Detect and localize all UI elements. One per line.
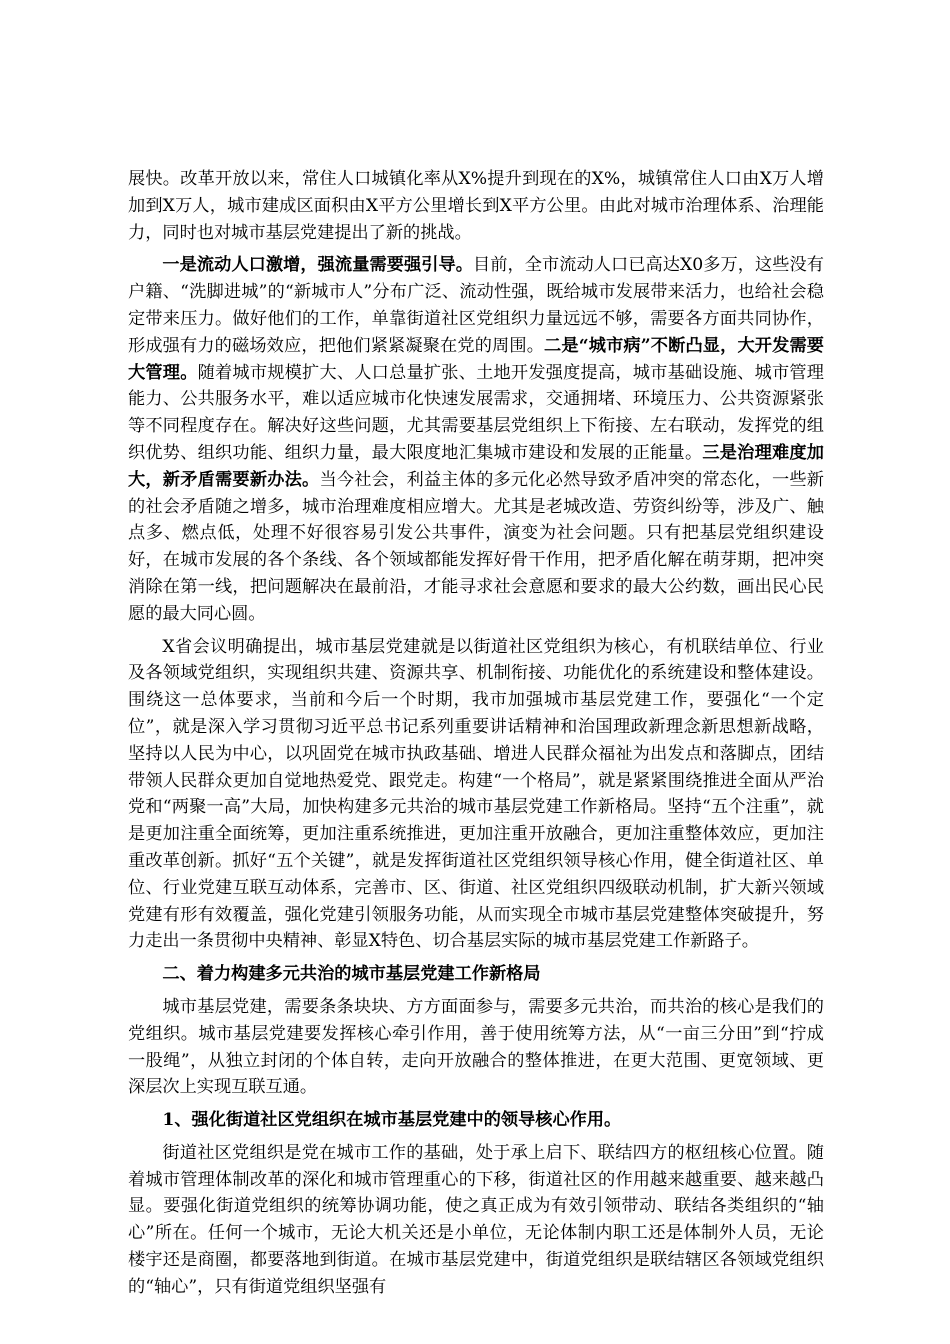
- paragraph-intro-continuation: 展快。改革开放以来，常住人口城镇化率从X%提升到现在的X%，城镇常住人口由X万人增加到X万人，城市建成区面积由X平方公里增长到X平方公里。由此对城市治理体系、治理能力，同时也对城市基层党建提出了新的挑战。: [128, 169, 824, 243]
- paragraph-multi-governance: 城市基层党建，需要条条块块、方方面面参与，需要多元共治，而共治的核心是我们的党组织。城市基层党建要发挥核心牵引作用，善于使用统筹方法，从“一亩三分田”到“拧成一股绳”，从独立封闭的个体自转，走向开放融合的整体推进，在更大范围、更宽领域、更深层次上实现互联互通。: [128, 996, 824, 1098]
- paragraph-provincial-meeting: X省会议明确提出，城市基层党建就是以街道社区党组织为核心，有机联结单位、行业及各领域党组织，实现组织共建、资源共享、机制衔接、功能优化的系统建设和整体建设。围绕这一总体要求，当前和今后一个时期，我市加强城市基层党建工作，要强化“一个定位”，就是深入学习贯彻习近平总书记系列重要讲话精神和治国理政新理念新思想新战略，坚持以人民为中心，以巩固党在城市执政基础、增进人民群众福祉为出发点和落脚点，团结带领人民群众更加自觉地热爱党、跟党走。构建“一个格局”，就是紧紧围绕推进全面从严治党和“两聚一高”大局，加快构建多元共治的城市基层党建工作新格局。坚持“五个注重”，就是更加注重全面统筹，更加注重系统推进，更加注重开放融合，更加注重整体效应，更加注重改革创新。抓好“五个关键”，就是发挥街道社区党组织领导核心作用，健全街道社区、单位、行业党建互联互动体系，完善市、区、街道、社区党组织四级联动机制，扩大新兴领域党建有形有效覆盖，强化党建引领服务功能，从而实现全市城市基层党建整体突破提升，努力走出一条贯彻中央精神、彰显X特色、切合基层实际的城市基层党建工作新路子。: [128, 636, 824, 952]
- subsection-heading-one: 1、强化街道社区党组织在城市基层党建中的领导核心作用。: [162, 1110, 622, 1131]
- bold-point-three: 三是治理难度加大，新矛盾需要新办法。: [128, 442, 824, 490]
- bold-point-one: 一是流动人口激增，强流量需要强引导。: [162, 255, 473, 276]
- paragraph-challenges: [128, 252, 824, 627]
- paragraph-street-community: 街道社区党组织是党在城市工作的基础，处于承上启下、联结四方的枢纽核心位置。随着城市管理体制改革的深化和城市管理重心的下移，街道社区的作用越来越重要、越来越凸显。要强化街道党组织的统筹协调功能，使之真正成为有效引领带动、联结各类组织的“轴心”所在。任何一个城市，无论大机关还是小单位，无论体制内职工还是体制外人员，无论楼宇还是商圈，都要落地到街道。在城市基层党建中，街道党组织是联结辖区各领域党组织的“轴心”，只有街道党组织坚强有: [128, 1142, 824, 1297]
- section-heading-two: 二、着力构建多元共治的城市基层党建工作新格局: [162, 964, 541, 985]
- text-point-one: 目前，全市流动人口已高达X0多万，这些没有户籍、“洗脚进城”的“新城市人”分布广泛、流动性强，既给城市发展带来活力，也给社会稳定带来压力。做好他们的工作，单靠街道社区党组织力量远远不够，需要各方面共同协作，形成强有力的磁场效应，把他们紧紧凝聚在党的周围。: [128, 255, 824, 356]
- text-point-three: 当今社会，利益主体的多元化必然导致矛盾冲突的常态化，一些新的社会矛盾随之增多，城市治理难度相应增大。尤其是老城改造、劳资纠纷等，涉及广、触点多、燃点低，处理不好很容易引发公共事件，演变为社会问题。只有把基层党组织建设好，在城市发展的各个条线、各个领域都能发挥好骨干作用，把矛盾化解在萌芽期，把冲突消除在第一线，把问题解决在最前沿，才能寻求社会意愿和要求的最大公约数，画出民心民愿的最大同心圆。: [128, 469, 824, 624]
- bold-point-two: 二是“城市病”不断凸显，大开发需要大管理。: [128, 335, 824, 383]
- document-page: [128, 166, 824, 1301]
- text-point-two: 随着城市规模扩大、人口总量扩张、土地开发强度提高，城市基础设施、城市管理能力、公共服务水平，难以适应城市化快速发展需求，交通拥堵、环境压力、公共资源紧张等不同程度存在。解决好这些问题，尤其需要基层党组织上下衔接、左右联动，发挥党的组织优势、组织功能、组织力量，最大限度地汇集城市建设和发展的正能量。: [128, 362, 824, 463]
